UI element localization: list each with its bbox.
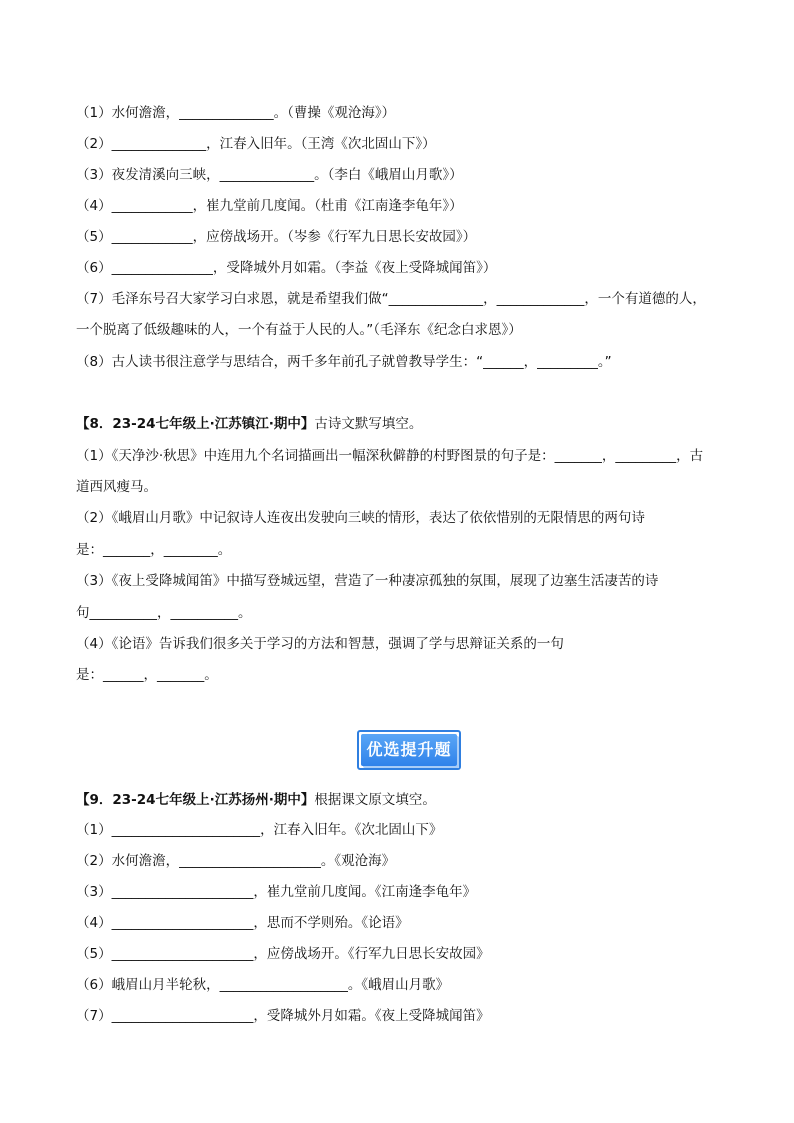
q8-line-4: （4）《论语》告诉我们很多关于学习的方法和智慧，强调了学与思辩证关系的一句 [76, 636, 564, 652]
section-badge [357, 730, 461, 770]
q8-line-3: （3）《夜上受降城闻笛》中描写登城远望，营造了一种凄凉孤独的氛围，展现了边塞生活凄苦的诗 [76, 573, 659, 589]
q9-line-6: （6）峨眉山月半轮秋，___________________。《峨眉山月歌》 [76, 977, 450, 993]
q7-line-3: （3）夜发清溪向三峡，______________。（李白《峨眉山月歌》） [76, 167, 463, 183]
q9-title: 根据课文原文填空。 [314, 792, 436, 808]
q7-line-7: （7）毛泽东号召大家学习白求恩，就是希望我们做“______________，_____________，一个有道德的人， [76, 291, 706, 307]
q8-line-1-cont: 道西风瘦马。 [76, 479, 157, 495]
q9-line-2: （2）水何澹澹，_____________________。《观沧海》 [76, 853, 396, 869]
q9-heading [76, 790, 436, 810]
q7-line-2: （2）______________，江春入旧年。（王湾《次北固山下》） [76, 136, 436, 152]
q8-line-2-cont: 是：_______，________。 [76, 542, 232, 558]
q7-line-8: （8）古人读书很注意学与思结合，两千多年前孔子就曾教导学生：“______，_________。” [76, 354, 612, 370]
q9-source-tag: 【9．23-24七年级上·江苏扬州·期中】 [76, 792, 315, 808]
q8-line-1: （1）《天净沙·秋思》中连用九个名词描画出一幅深秋僻静的村野图景的句子是：_______，_________，古 [76, 448, 704, 464]
q8-heading [76, 414, 422, 434]
q8-title: 古诗文默写填空。 [314, 416, 423, 432]
q8-line-3-cont: 句__________，__________。 [76, 605, 252, 621]
q7-line-1: （1）水何澹澹，______________。（曹操《观沧海》） [76, 105, 396, 121]
q9-line-3: （3）_____________________，崔九堂前几度闻。《江南逢李龟年》 [76, 884, 477, 900]
q9-line-5: （5）_____________________，应傍战场开。《行军九日思长安故园》 [76, 946, 490, 962]
q9-line-7: （7）_____________________，受降城外月如霜。《夜上受降城闻笛》 [76, 1008, 490, 1024]
q7-line-5: （5）____________，应傍战场开。（岑参《行军九日思长安故园》） [76, 229, 477, 245]
q7-line-6: （6）_______________，受降城外月如霜。（李益《夜上受降城闻笛》） [76, 260, 497, 276]
q8-line-2: （2）《峨眉山月歌》中记叙诗人连夜出发驶向三峡的情形，表达了依依惜别的无限情思的两句诗 [76, 510, 645, 526]
q8-source-tag: 【8．23-24七年级上·江苏镇江·期中】 [76, 416, 315, 432]
q9-line-1: （1）______________________，江春入旧年。《次北固山下》 [76, 822, 443, 838]
section-badge-label: 优选提升题 [366, 740, 452, 759]
q7-line-4: （4）____________，崔九堂前几度闻。（杜甫《江南逢李龟年》） [76, 198, 463, 214]
q9-line-4: （4）_____________________，思而不学则殆。《论语》 [76, 915, 409, 931]
q8-line-4-cont: 是：______，_______。 [76, 667, 218, 683]
q7-line-7-cont: 一个脱离了低级趣味的人，一个有益于人民的人。”（毛泽东《纪念白求恩》） [76, 322, 522, 338]
